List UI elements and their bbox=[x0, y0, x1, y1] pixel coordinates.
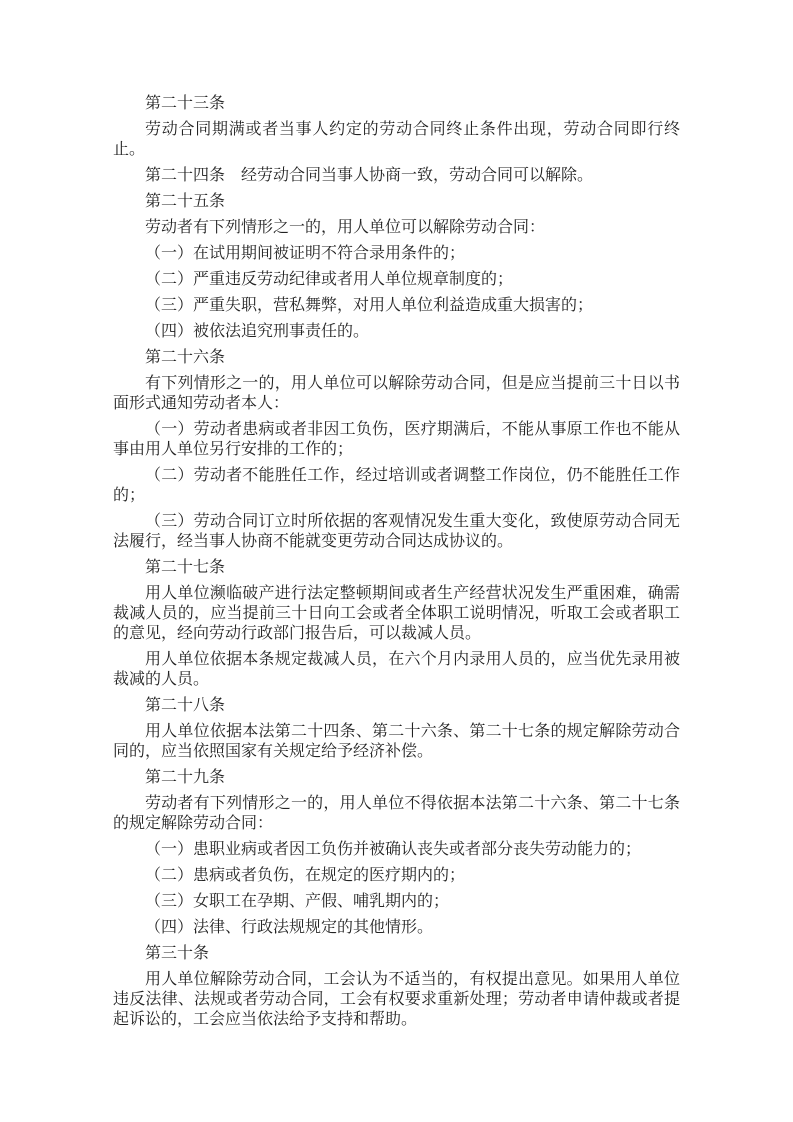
paragraph: 用人单位濒临破产进行法定整顿期间或者生产经营状况发生严重困难，确需裁减人员的，应当提前三十日向工会或者全体职工说明情况，听取工会或者职工的意见，经向劳动行政部门报告后，可以裁减人员。 bbox=[113, 585, 680, 642]
paragraph: 劳动者有下列情形之一的，用人单位可以解除劳动合同： bbox=[145, 219, 546, 236]
paragraph: （一）患职业病或者因工负伤并被确认丧失或者部分丧失劳动能力的； bbox=[145, 841, 642, 858]
paragraph: 用人单位依据本条规定裁减人员，在六个月内录用人员的，应当优先录用被裁减的人员。 bbox=[113, 651, 680, 688]
paragraph: 第二十五条 bbox=[145, 193, 226, 210]
document-body bbox=[113, 94, 680, 1036]
paragraph: （四）被依法追究刑事责任的。 bbox=[145, 323, 370, 340]
paragraph: 用人单位解除劳动合同，工会认为不适当的，有权提出意见。如果用人单位违反法律、法规或者劳动合同，工会有权要求重新处理；劳动者申请仲裁或者提起诉讼的，工会应当依法给予支持和帮助。 bbox=[113, 971, 680, 1028]
paragraph: （三）女职工在孕期、产假、哺乳期内的； bbox=[145, 893, 450, 910]
paragraph: 第二十七条 bbox=[145, 559, 226, 576]
paragraph: 第二十八条 bbox=[145, 697, 226, 714]
paragraph: 有下列情形之一的，用人单位可以解除劳动合同，但是应当提前三十日以书面形式通知劳动者本人： bbox=[113, 375, 680, 412]
paragraph: 第三十条 bbox=[145, 945, 210, 962]
paragraph: （三）严重失职，营私舞弊，对用人单位利益造成重大损害的； bbox=[145, 297, 594, 314]
paragraph: 第二十六条 bbox=[145, 349, 226, 366]
paragraph: （一）在试用期间被证明不符合录用条件的； bbox=[145, 245, 466, 262]
paragraph: （二）患病或者负伤，在规定的医疗期内的； bbox=[145, 867, 466, 884]
paragraph: （三）劳动合同订立时所依据的客观情况发生重大变化，致使原劳动合同无法履行，经当事人协商不能就变更劳动合同达成协议的。 bbox=[113, 513, 680, 550]
paragraph: （四）法律、行政法规规定的其他情形。 bbox=[145, 919, 434, 936]
paragraph: 第二十四条 经劳动合同当事人协商一致，劳动合同可以解除。 bbox=[145, 167, 594, 184]
paragraph: 第二十三条 bbox=[145, 95, 226, 112]
paragraph: （一）劳动者患病或者非因工负伤，医疗期满后，不能从事原工作也不能从事由用人单位另行安排的工作的； bbox=[113, 421, 680, 458]
paragraph: （二）劳动者不能胜任工作，经过培训或者调整工作岗位，仍不能胜任工作的； bbox=[113, 467, 680, 504]
paragraph: 劳动合同期满或者当事人约定的劳动合同终止条件出现，劳动合同即行终止。 bbox=[113, 121, 680, 158]
paragraph: 第二十九条 bbox=[145, 769, 226, 786]
paragraph: （二）严重违反劳动纪律或者用人单位规章制度的； bbox=[145, 271, 514, 288]
paragraph: 劳动者有下列情形之一的，用人单位不得依据本法第二十六条、第二十七条的规定解除劳动合同： bbox=[113, 795, 680, 832]
paragraph: 用人单位依据本法第二十四条、第二十六条、第二十七条的规定解除劳动合同的，应当依照国家有关规定给予经济补偿。 bbox=[113, 723, 680, 760]
